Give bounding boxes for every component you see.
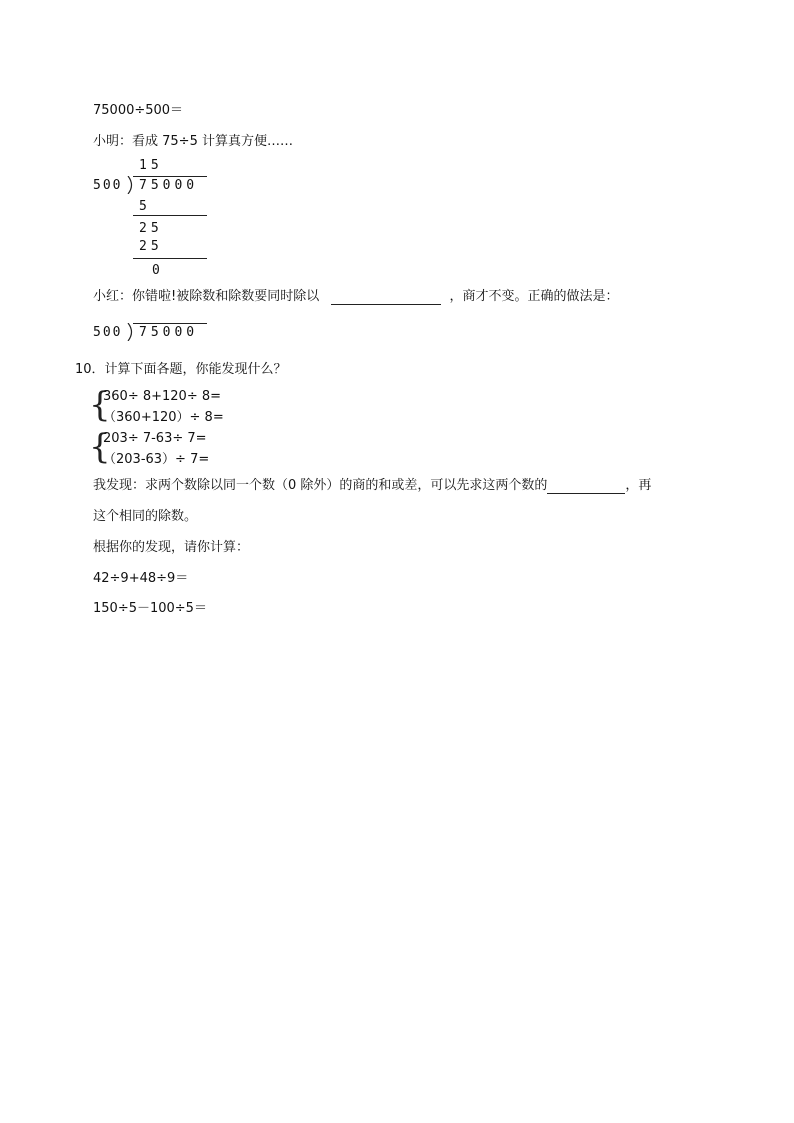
step-subtract-2: 25 xyxy=(139,239,163,254)
xiaohong-statement xyxy=(93,289,619,305)
step-subtract-1: 5 xyxy=(139,199,147,214)
group1-expr-1: 360÷ 8+120÷ 8= xyxy=(103,389,222,404)
problem-title: 计算下面各题，你能发现什么？ xyxy=(104,362,287,377)
finding-text-after: ，再 xyxy=(625,478,652,493)
division-bar xyxy=(133,176,207,177)
group1-expr-2: （360+120）÷ 8= xyxy=(103,410,224,425)
finding-line-1 xyxy=(93,478,651,494)
division-bar xyxy=(133,323,207,324)
division-bracket xyxy=(127,323,135,341)
problem-10-heading xyxy=(75,362,287,378)
problem-number: 10． xyxy=(75,362,105,377)
divisor: 500 xyxy=(93,178,123,193)
remainder: 0 xyxy=(152,263,160,278)
finding-text-before: 我发现：求两个数除以同一个数（0 除外）的商的和或差，可以先求这两个数的 xyxy=(93,478,548,493)
answer-blank-first-step[interactable] xyxy=(547,479,625,494)
xiaoming-statement: 小明：看成 75÷5 计算真方便…… xyxy=(93,134,293,149)
dividend: 75000 xyxy=(139,178,199,193)
brace-group-1: { xyxy=(89,385,111,425)
calc-expression-2: 150÷5－100÷5＝ xyxy=(93,601,207,616)
step-line-2 xyxy=(133,258,207,259)
step-bring-down: 25 xyxy=(139,221,163,236)
divisor: 500 xyxy=(93,325,123,340)
division-bracket xyxy=(127,176,135,194)
group2-expr-1: 203÷ 7-63÷ 7= xyxy=(103,431,207,446)
step-line-1 xyxy=(133,215,207,216)
answer-blank-divide-by[interactable] xyxy=(331,290,441,305)
xiaohong-text-before: 小红：你错啦!被除数和除数要同时除以 xyxy=(93,289,320,304)
xiaohong-text-after: ，商才不变。正确的做法是： xyxy=(449,289,619,304)
brace-group-2: { xyxy=(89,427,111,467)
expression-75000-div-500: 75000÷500＝ xyxy=(93,103,184,118)
group2-expr-2: （203-63）÷ 7= xyxy=(103,452,210,467)
calc-intro: 根据你的发现，请你计算： xyxy=(93,540,250,555)
dividend: 75000 xyxy=(139,325,199,340)
quotient: 15 xyxy=(139,158,163,173)
finding-line-2: 这个相同的除数。 xyxy=(93,509,198,524)
calc-expression-1: 42÷9+48÷9＝ xyxy=(93,571,189,586)
